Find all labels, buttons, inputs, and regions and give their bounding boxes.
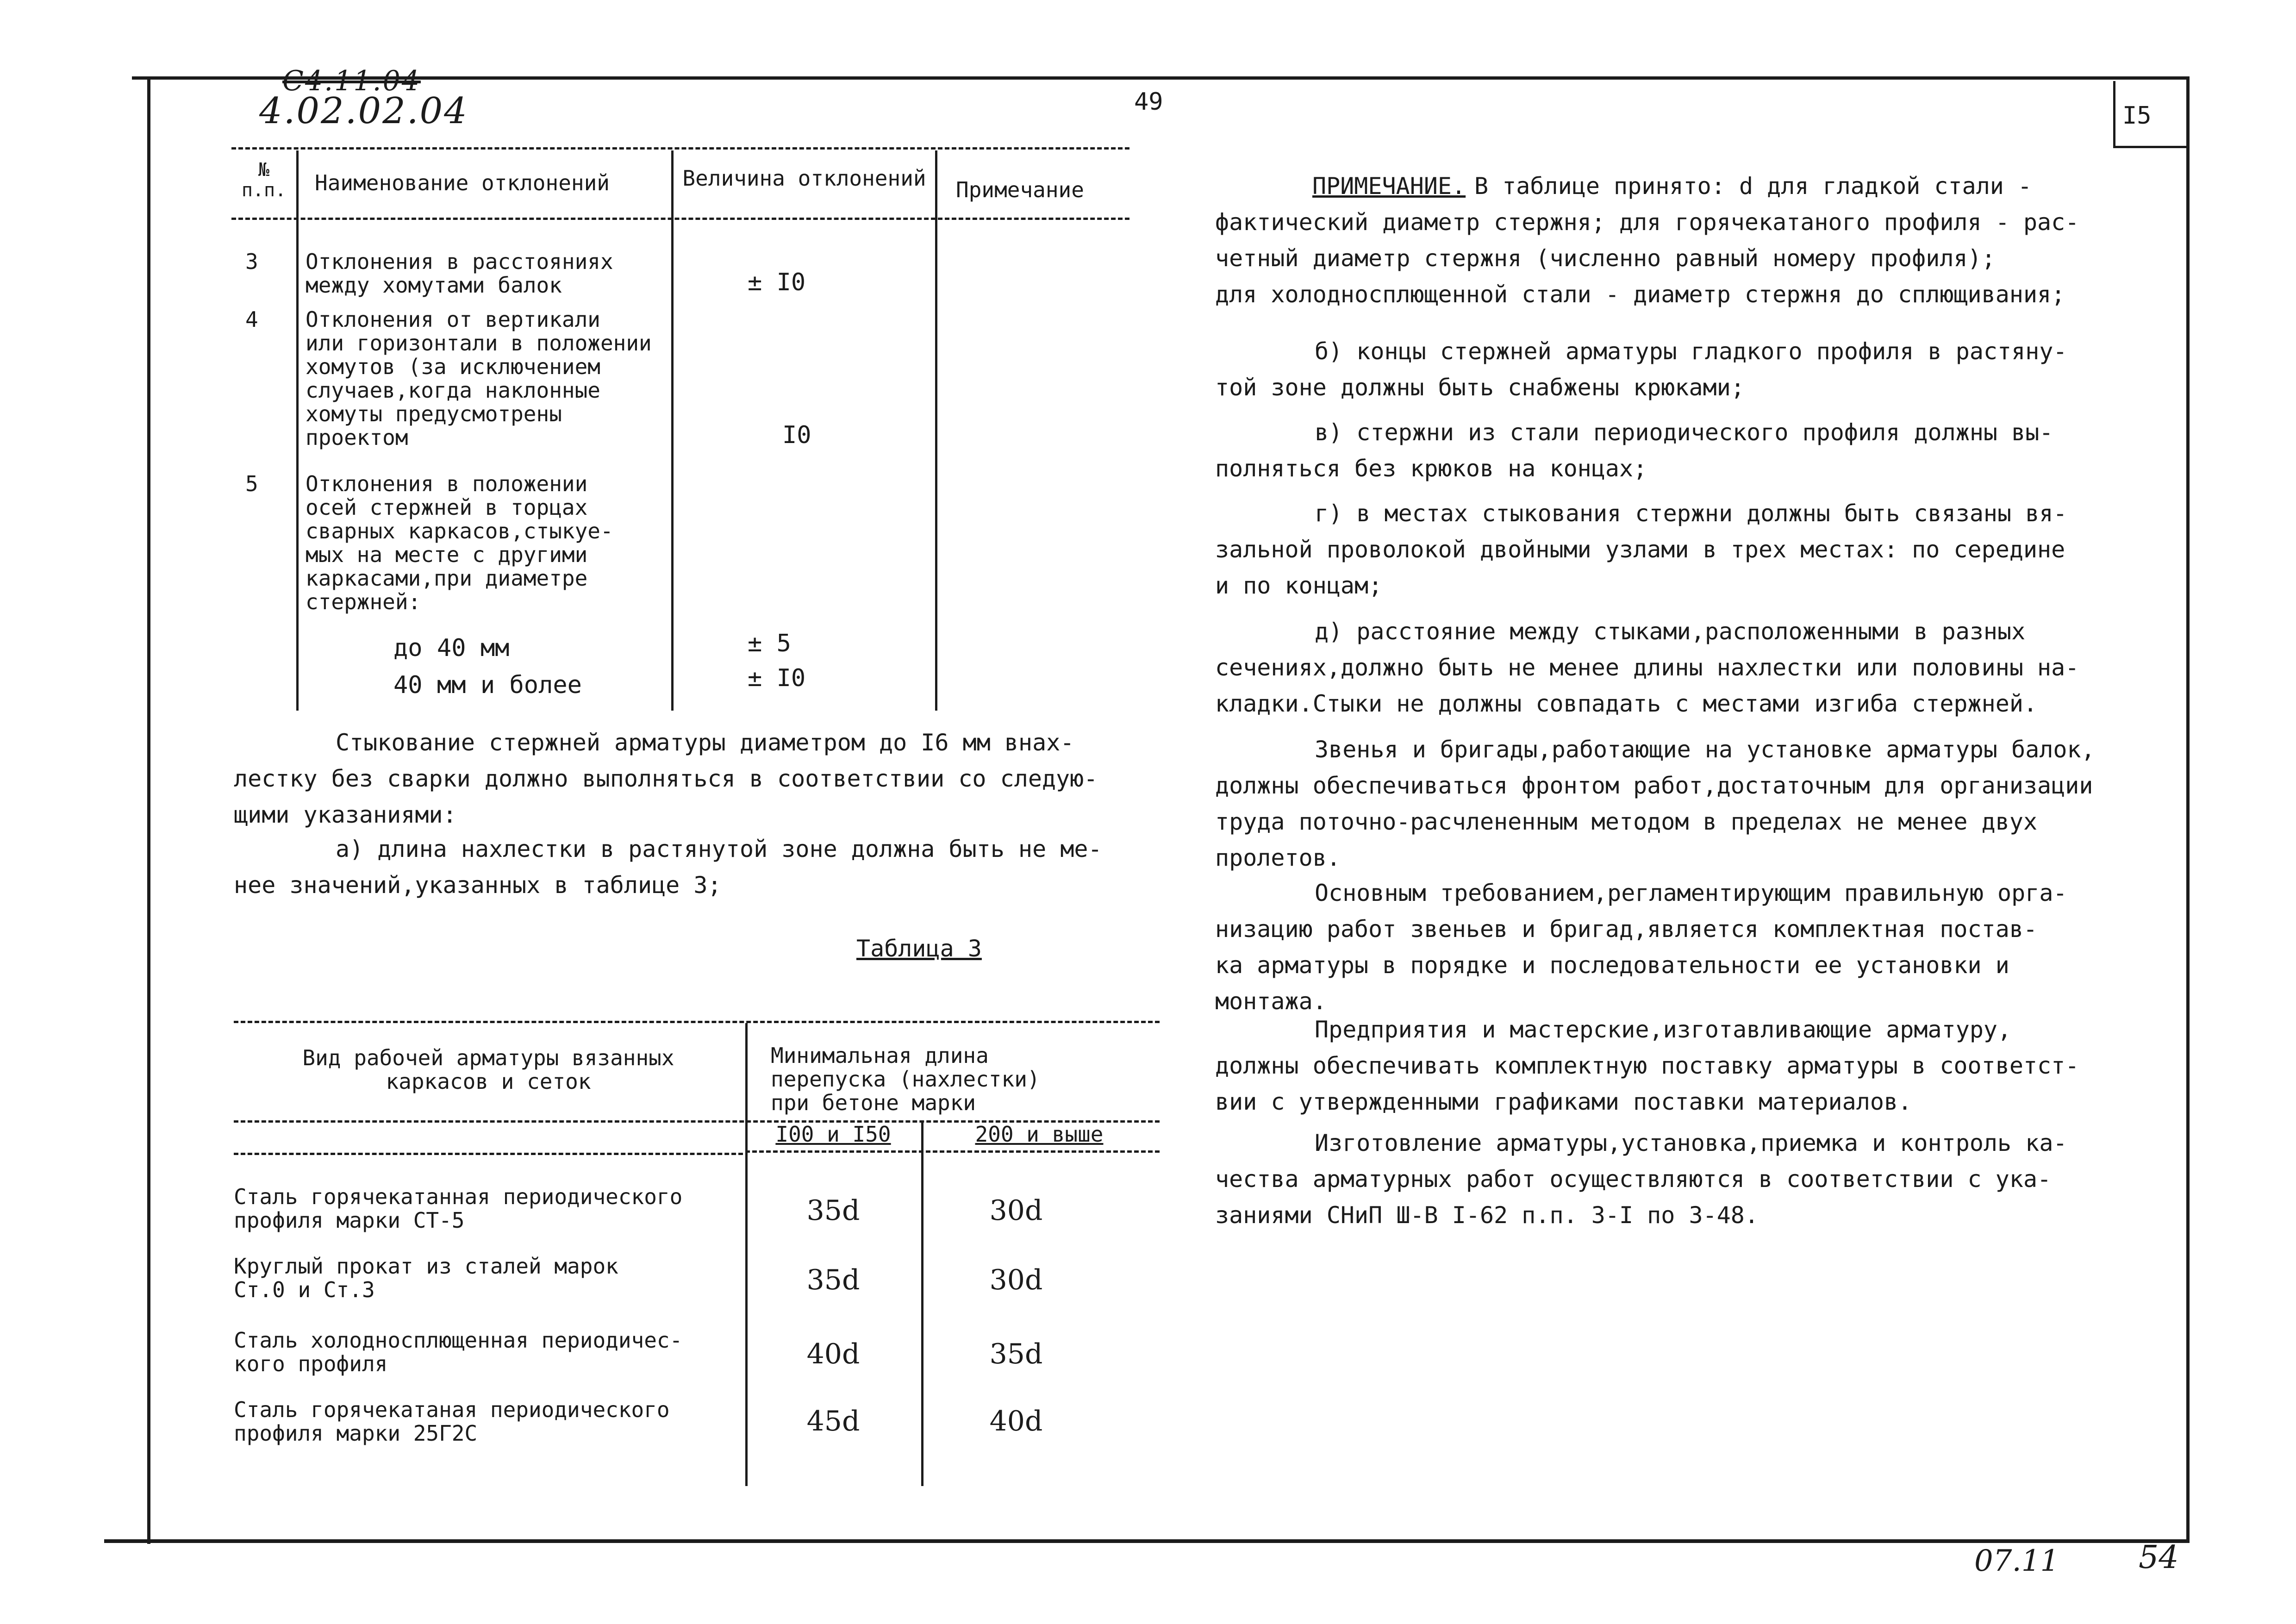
table3-subheader-rule [745,1150,1160,1153]
paragraph-zvenya: Звенья и бригады,работающие на установке арматуры балок, должны обеспечиваться фронтом работ,достаточным для организации труда поточно-расчлененным методом в пределах не менее двух пролетов. [1215,736,2095,871]
frame-bottom-border [104,1539,2190,1543]
table3-header-type: Вид рабочей арматуры вязанных каркасов и сеток [302,1045,674,1094]
top-table-col-divider-2 [671,150,674,711]
table3-title: Таблица 3 [856,935,982,962]
page-number: 49 [1134,88,1163,116]
frame-top-border [132,76,2190,80]
top-table-top-rule [231,147,1129,150]
table3-row-name: Сталь горячекатаная периодического профиля марки 25Г2С [234,1397,670,1446]
top-table-row-num: 5 [245,471,258,496]
paragraph-item-d: д) расстояние между стыками,расположенными в разных сечениях,должно быть не менее длины нахлестки или половины на- кладки.Стыки не должны совпадать с местами изгиба стержней. [1215,618,2079,717]
top-table-row-text: Отклонения в положении осей стержней в торцах сварных каркасов,стыкуе- мых на месте с другими каркасами,при диаметре стержней: [306,471,613,614]
table3-row-value-2: 30d [989,1264,1043,1296]
top-table-header-value: Величина отклонений [682,166,926,191]
frame-right-border [2186,76,2190,1542]
paragraph-item-b: б) концы стержней арматуры гладкого профиля в растяну- той зоне должны быть снабжены крюками; [1215,338,2067,401]
note-label: ПРИМЕЧАНИЕ. [1312,173,1466,200]
frame-left-border [147,76,150,1544]
top-table-row-value: ± 5 [748,630,791,657]
paragraph-izgotovlenie: Изготовление арматуры,установка,приемка и контроль ка- чества арматурных работ осуществляются в соответствии с ука- заниями СНиП Ш-В I-62 п.п. 3-I по 3-48. [1215,1130,2067,1229]
table3-subheader-200: 200 и выше [975,1122,1104,1147]
paragraph-predpriyatiya: Предприятия и мастерские,изготавливающие арматуру, должны обеспечивать комплектную поставку арматуры в соответст- вии с утвержденными графиками поставки материалов. [1215,1016,2079,1115]
top-table-row-text: Отклонения от вертикали или горизонтали в положении хомутов (за исключением случаев,когда наклонные хомуты предусмотрены проектом [306,307,652,450]
top-table-col-divider-1 [296,150,299,711]
paragraph-item-g: г) в местах стыкования стержни должны быть связаны вя- зальной проволокой двойными узлами в трех местах: по середине и по концам; [1215,500,2067,599]
table3-subheader-rule-left [234,1153,743,1155]
top-table-row-text: 40 мм и более [393,671,582,699]
table3-row-value-2: 40d [989,1405,1043,1437]
top-table-header-num: № п.п. [241,159,287,201]
paragraph-item-v: в) стержни из стали периодического профиля должны вы- полняться без крюков на концах; [1215,419,2053,482]
table3-row-name: Круглый прокат из сталей марок Ст.0 и Ст.3 [234,1254,618,1302]
table3-top-rule [234,1021,1160,1023]
top-table-row-value: ± I0 [748,269,806,296]
footer-handwritten-date: 07.11 [1974,1544,2059,1578]
table3-row-name: Сталь холодносплющенная периодичес- кого профиля [234,1328,683,1376]
table3-row-value-1: 45d [806,1405,860,1437]
table3-subheader-100-150: I00 и I50 [775,1122,891,1147]
doc-code: 4.02.02.04 [259,90,468,132]
sheet-code: I5 [2122,102,2152,130]
top-table-row-text: до 40 мм [393,634,510,662]
paragraph-osnovnym: Основным требованием,регламентирующим правильную орга- низацию работ звеньев и бригад,является комплектная постав- ка арматуры в порядке и последовательности ее установки и монтажа. [1215,880,2067,1015]
table3-row-value-2: 30d [989,1194,1043,1227]
table3-header-length: Минимальная длина перепуска (нахлестки) при бетоне марки [771,1043,1040,1115]
top-table-col-divider-3 [935,150,937,711]
top-table-row-text: Отклонения в расстояниях между хомутами балок [306,249,613,298]
table3-row-value-1: 35d [806,1264,860,1296]
top-table-row-value: I0 [782,421,811,449]
top-table-header-note: Примечание [956,177,1084,202]
table3-row-value-1: 40d [806,1338,860,1370]
top-table-row-num: 3 [245,249,258,274]
table3-row-name: Сталь горячекатанная периодического профиля марки СТ-5 [234,1184,683,1233]
top-table-header-name: Наименование отклонений [315,170,610,195]
doc-code-strikethrough: С4.11.04 [282,65,421,97]
table3-row-value-1: 35d [806,1194,860,1227]
paragraph-stykovanie: Стыкование стержней арматуры диаметром до I6 мм внах- лестку без сварки должно выполняться в соответствии со следую- щими указаниями: [234,729,1098,828]
top-table-row-value: ± I0 [748,664,806,692]
footer-handwritten-page: 54 [2139,1539,2179,1576]
top-table-header-rule [231,218,1129,220]
table3-row-value-2: 35d [989,1338,1043,1370]
paragraph-item-a: а) длина нахлестки в растянутой зоне должна быть не ме- нее значений,указанных в таблице 3; [234,836,1102,899]
top-table-row-num: 4 [245,307,258,332]
note-paragraph: В таблице принято: d для гладкой стали - фактический диаметр стержня; для горячекатаного профиля - рас- четный диаметр стержня (численно равный номеру профиля); для холодносплющенной стали - диаметр стержня до сплющивания; [1215,173,2079,308]
